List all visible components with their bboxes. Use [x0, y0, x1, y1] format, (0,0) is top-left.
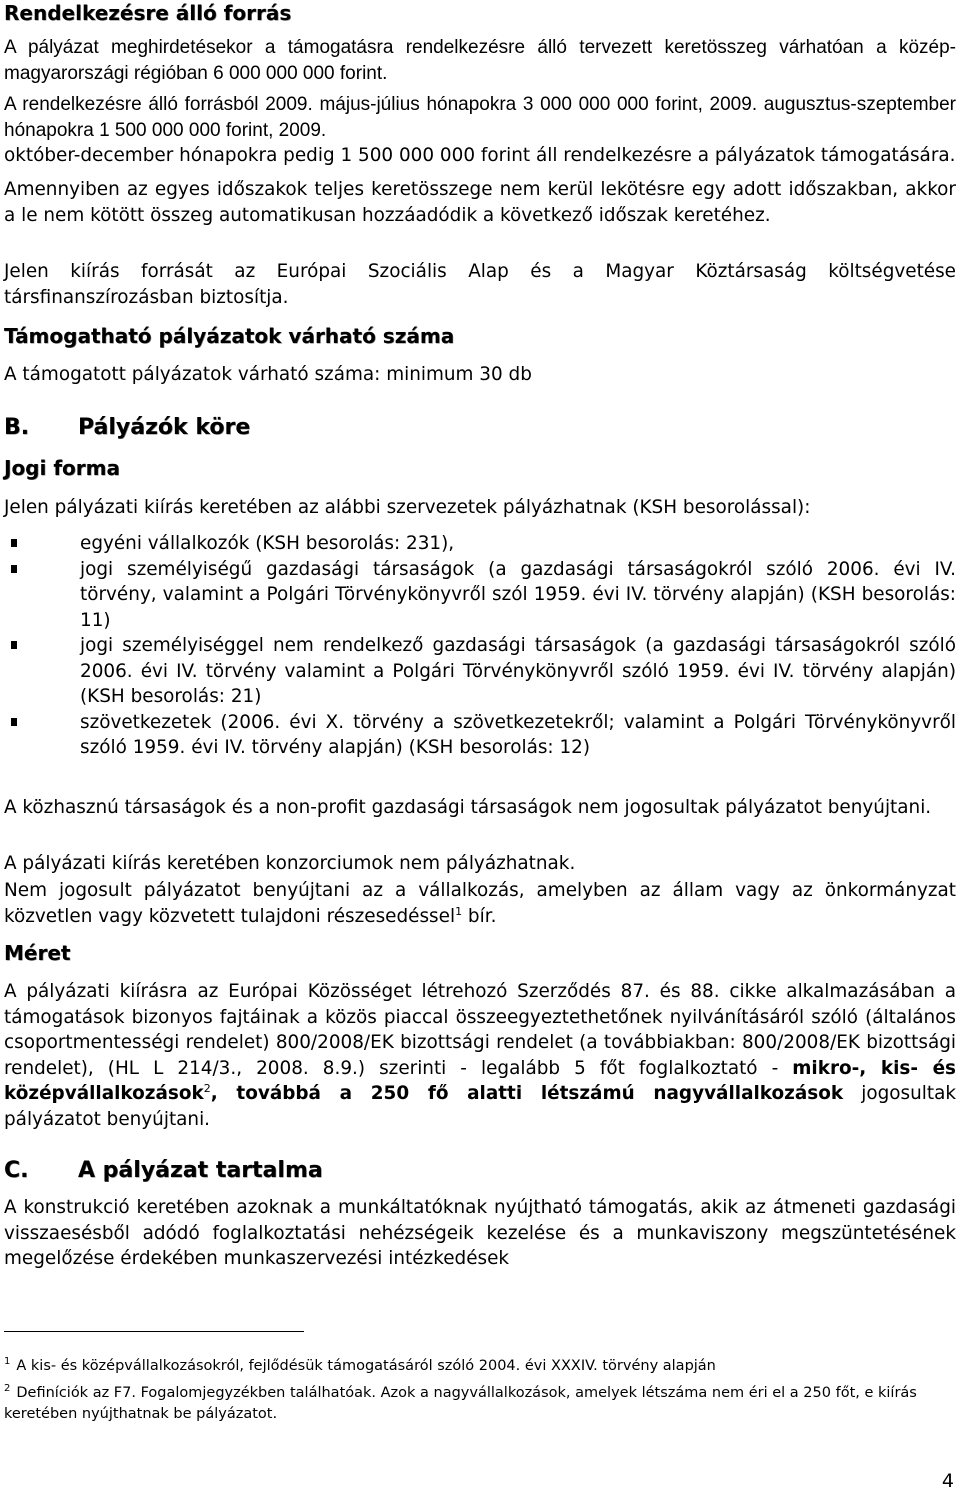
- state-ownership-text: Nem jogosult pályázatot benyújtani az a vállalkozás, amelyben az állam vagy az önkormányzat közvetlen vagy közvetett tulajdoni részesedéssel: [4, 880, 956, 927]
- paragraph-total-budget: A pályázat meghirdetésekor a támogatásra rendelkezésre álló tervezett keretösszeg várhatóan a közép-magyarországi régióban 6 000 000 000 forint.: [4, 37, 956, 84]
- paragraph-size-eligibility: [4, 979, 956, 1132]
- paragraph-unused-funds: Amennyiben az egyes időszakok teljes keretösszege nem kerül lekötésre egy adott időszakban, akkor a le nem kötött összeg automatikusan hozzáadódik a következő időszak keretéhez.: [4, 179, 956, 226]
- footnote-1: [4, 1356, 956, 1377]
- page-number: 4: [941, 1470, 954, 1492]
- heading-expected-applications: Támogatható pályázatok várható száma: [4, 324, 455, 348]
- footnote-2: [4, 1383, 956, 1425]
- section-c-number: C.: [4, 1158, 29, 1183]
- list-item: jogi személyiségű gazdasági társaságok (a gazdasági társaságokról szóló 2006. évi IV. törvény, valamint a Polgári Törvénykönyvről szól 1959. évi IV. törvény alapján) (KSH besorolás: 11): [4, 557, 956, 634]
- paragraph-expected-count: A támogatott pályázatok várható száma: minimum 30 db: [4, 364, 532, 385]
- paragraph-state-ownership: [4, 878, 956, 929]
- heading-size: Méret: [4, 941, 71, 965]
- footnote-1-text: A kis- és középvállalkozásokról, fejlődésük támogatásáról szóló 2004. évi XXXIV. törvény alapján: [16, 1358, 716, 1374]
- section-c-title: A pályázat tartalma: [78, 1158, 323, 1183]
- list-item: egyéni vállalkozók (KSH besorolás: 231),: [4, 531, 956, 557]
- paragraph-consortium: A pályázati kiírás keretében konzorciumok nem pályázhatnak.: [4, 853, 576, 874]
- heading-legal-form: Jogi forma: [4, 456, 120, 480]
- list-item: jogi személyiséggel nem rendelkező gazdasági társaságok (a gazdasági társaságokról szóló 2006. évi IV. törvény valamint a Polgári Törvénykönyvről szóló 1959. évi IV. törvény alapján) (KSH besorolás: 21): [4, 633, 956, 710]
- paragraph-periods-part2: október-december hónapokra pedig 1 500 000 000 forint áll rendelkezésre a pályázatok támogatására.: [4, 145, 956, 166]
- section-b-title: Pályázók köre: [78, 415, 251, 440]
- footnote-ref-1: 1: [455, 904, 463, 918]
- footnote-2-text: Definíciók az F7. Fogalomjegyzékben találhatóak. Azok a nagyvállalkozások, amelyek létszáma nem éri el a 250 főt, e kiírás keretében nyújthatnak be pályázatot.: [4, 1385, 917, 1422]
- footnote-2-mark: 2: [4, 1383, 11, 1394]
- paragraph-nonprofit: A közhasznú társaságok és a non-profit gazdasági társaságok nem jogosultak pályázatot benyújtani.: [4, 797, 932, 818]
- size-text-1: A pályázati kiírásra az Európai Közösséget létrehozó Szerződés 87. és 88. cikke alkalmazásában a támogatások bizonyos fajtáinak a közös piaccal összeegyeztethetőnek nyilvánításáról szóló (általános csoportmentességi rendelet) 800/2008/EK bizottsági rendelet (a továbbiakban: 800/2008/EK bizottsági rendelet), (HL L 214/3., 2008. 8.9.) szerinti - legalább 5 főt foglalkoztató -: [4, 981, 956, 1079]
- paragraph-application-content: A konstrukció keretében azoknak a munkáltatóknak nyújtható támogatás, akik az átmeneti gazdasági visszaesésből adódó foglalkoztatási nehézségeik kezelése és a munkaviszony megszüntetésének megelőzése érdekében munkaszervezési intézkedések: [4, 1197, 956, 1269]
- paragraph-periods-part1: A rendelkezésre álló forrásból 2009. május-július hónapokra 3 000 000 000 forint, 2009. augusztus-szeptember hónapokra 1 500 000 000 forint, 2009.: [4, 94, 956, 141]
- section-b-number: B.: [4, 415, 30, 440]
- footnote-separator: [4, 1331, 304, 1332]
- size-text-2: jogosultak pályázatot benyújtani.: [4, 1083, 956, 1130]
- size-bold-sme: mikro-, kis- és középvállalkozások: [4, 1057, 957, 1104]
- list-item: szövetkezetek (2006. évi X. törvény a szövetkezetekről; valamint a Polgári Törvénykönyvről szóló 1959. évi IV. törvény alapján) (KSH besorolás: 12): [4, 710, 956, 761]
- heading-section-b: [4, 414, 956, 442]
- heading-available-funds: Rendelkezésre álló forrás: [4, 1, 292, 25]
- footnote-1-mark: 1: [4, 1356, 11, 1367]
- state-ownership-end: bír.: [462, 905, 497, 927]
- footnote-ref-2: 2: [203, 1082, 211, 1095]
- heading-section-c: [4, 1157, 956, 1185]
- size-bold-large: , továbbá a 250 fő alatti létszámú nagyvállalkozások: [210, 1083, 844, 1104]
- paragraph-eligible-intro: Jelen pályázati kiírás keretében az alábbi szervezetek pályázhatnak (KSH besorolással):: [4, 497, 811, 518]
- eligible-organisations-list: [4, 531, 956, 761]
- paragraph-cofinancing: Jelen kiírás forrását az Európai Szociális Alap és a Magyar Köztársaság költségvetése társfinanszírozásban biztosítja.: [4, 261, 956, 308]
- paragraph-periods: [4, 92, 956, 169]
